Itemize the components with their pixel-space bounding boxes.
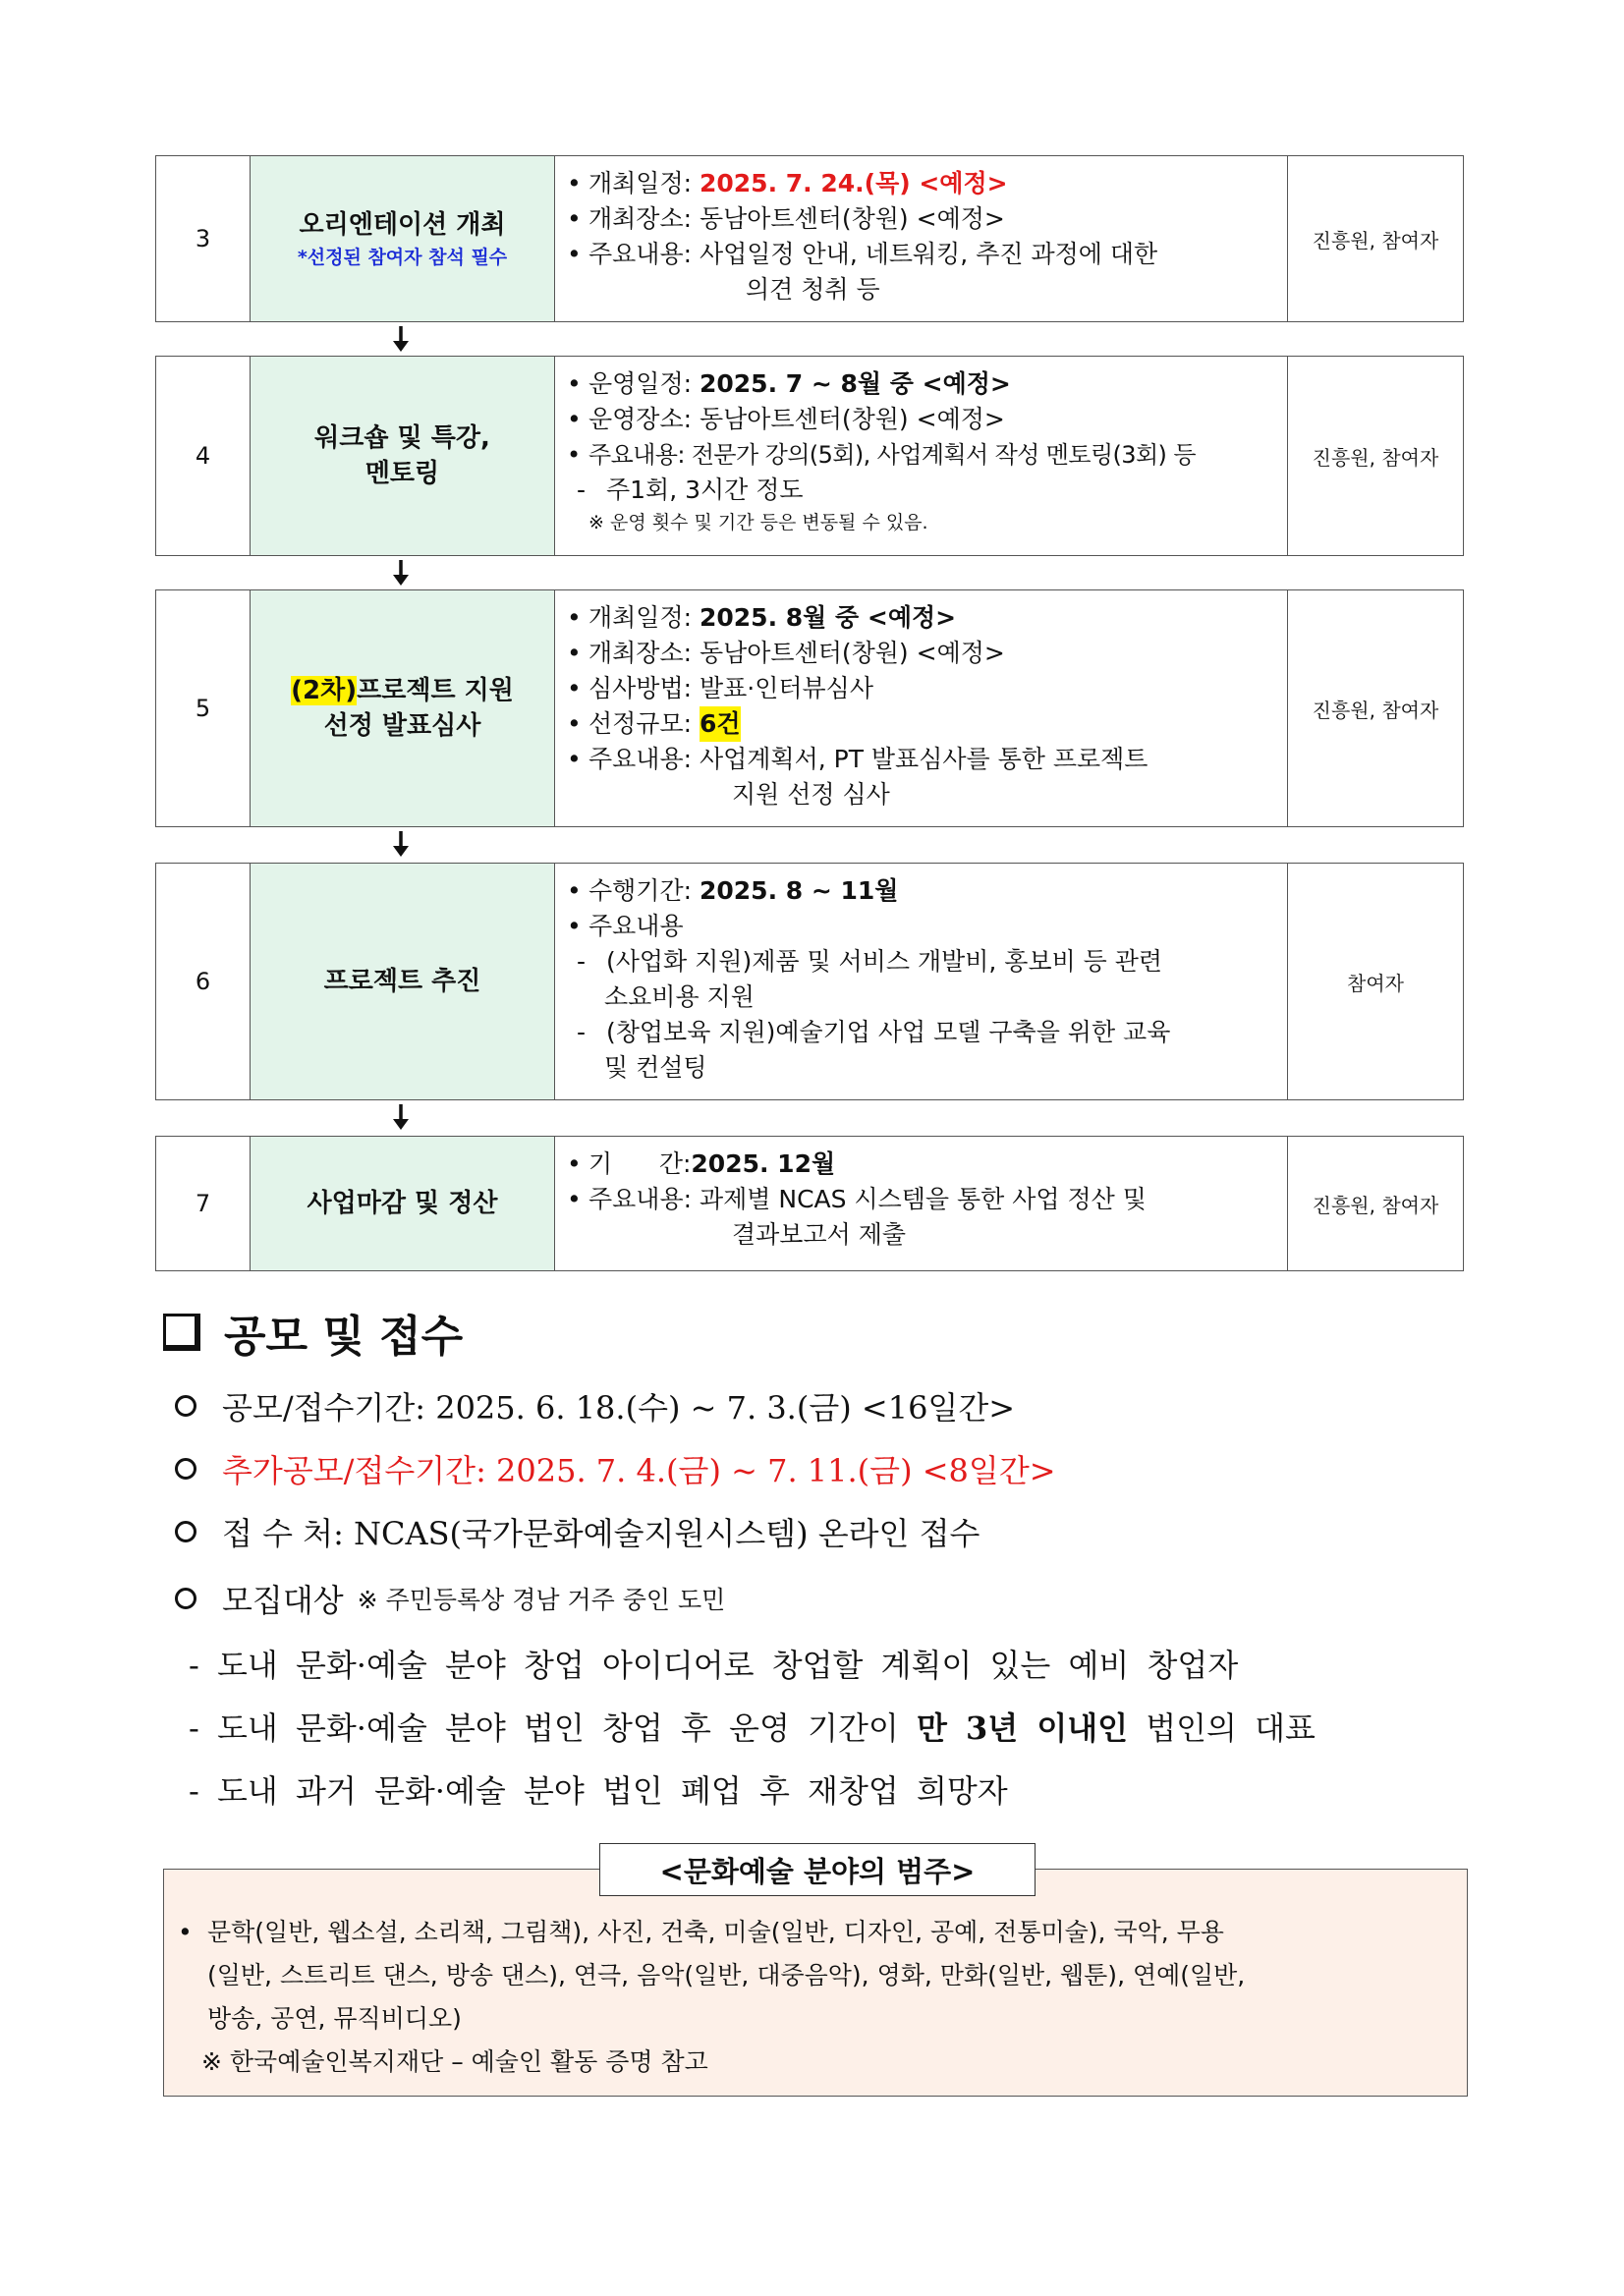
step-title-note: *선정된 참여자 참석 필수: [297, 247, 508, 268]
selection-count: 6건: [700, 706, 741, 742]
bullet-icon: •: [567, 169, 582, 197]
step-title: [251, 156, 555, 321]
step-number: 5: [156, 590, 251, 826]
bullet-icon: •: [567, 745, 582, 773]
period-value: 2025. 12월: [691, 1149, 836, 1178]
bullet-icon: •: [567, 369, 582, 398]
step-content: • 기 간: 2025. 12월 • 주요내용: 과제별 NCAS 시스템을 통한 사업 정산 및 결과보고서 제출: [555, 1137, 1288, 1270]
step-content: • 개최일정: 2025. 7. 24.(목) <예정> • 개최장소: 동남아트센터(창원) <예정> • 주요내용: 사업일정 안내, 네트워킹, 추진 과정에 대한 의견 청취 등: [555, 156, 1288, 321]
step-content: • 개최일정: 2025. 8월 중 <예정> • 개최장소: 동남아트센터(창원) <예정> • 심사방법: 발표·인터뷰심사 • 선정규모: 6건 • 주요내용: 사업계획서, PT 발표심사를 통한 프로젝트 지원 선정 심사: [555, 590, 1288, 826]
step-number: 7: [156, 1137, 251, 1270]
bullet-icon: •: [567, 876, 582, 905]
bullet-icon: •: [567, 639, 582, 667]
step-number: 3: [156, 156, 251, 321]
additional-recruitment-period: 추가공모/접수기간: 2025. 7. 4.(금) ~ 7. 11.(금) <8일간>: [175, 1446, 1056, 1491]
step-content: • 수행기간: 2025. 8 ~ 11월 • 주요내용 - (사업화 지원)제품 및 서비스 개발비, 홍보비 등 관련 소요비용 지원 - (창업보육 지원)예술기업 사업 모델 구축을 위한 교육 및 컨설팅: [555, 864, 1288, 1099]
bullet-icon: •: [567, 912, 582, 940]
period-value: 2025. 8 ~ 11월: [699, 876, 899, 905]
bullet-icon: •: [567, 709, 582, 738]
bullet-icon: •: [567, 1149, 582, 1178]
step-responsible: 진흥원, 참여자: [1312, 445, 1439, 470]
checkbox-icon: [163, 1314, 200, 1351]
step-responsible: 진흥원, 참여자: [1312, 228, 1439, 252]
process-step-6: [155, 863, 1464, 1100]
step-title: 사업마감 및 정산: [251, 1137, 555, 1270]
bullet-icon: •: [567, 674, 582, 702]
process-step-3: [155, 155, 1464, 322]
schedule-value: 2025. 7. 24.(목) <예정>: [699, 169, 1008, 197]
bullet-icon: •: [567, 204, 582, 233]
arrow-down-icon: [389, 558, 413, 588]
step-title: 워크숍 및 특강, 멘토링: [251, 357, 555, 555]
section-title: 공모 및 접수: [163, 1301, 463, 1364]
process-step-7: [155, 1136, 1464, 1271]
arrow-down-icon: [389, 1102, 413, 1132]
arrow-down-icon: [389, 829, 413, 859]
process-step-4: [155, 356, 1464, 556]
bullet-icon: •: [567, 240, 582, 268]
recruitment-period: 공모/접수기간: 2025. 6. 18.(수) ~ 7. 3.(금) <16일간>: [175, 1383, 1015, 1428]
target-item: - 도내 문화·예술 분야 창업 아이디어로 창업할 계획이 있는 예비 창업자: [189, 1647, 1239, 1684]
step-content: • 운영일정: 2025. 7 ~ 8월 중 <예정> • 운영장소: 동남아트센터(창원) <예정> • 주요내용: 전문가 강의(5회), 사업계획서 작성 멘토링(3회) 등 - 주1회, 3시간 정도 ※ 운영 횟수 및 기간 등은 변동될 수 있음.: [555, 357, 1288, 555]
process-step-5: [155, 589, 1464, 827]
step-responsible: 진흥원, 참여자: [1312, 1193, 1439, 1217]
category-box: • 문학(일반, 웹소설, 소리책, 그림책), 사진, 건축, 미술(일반, 디자인, 공예, 전통미술), 국악, 무용 (일반, 스트리트 댄스, 방송 댄스), 연극, 음악(일반, 대중음악), 영화, 만화(일반, 웹툰), 연예(일반, 방송, 공연, 뮤직비디오) ※ 한국예술인복지재단 – 예술인 활동 증명 참고: [163, 1869, 1468, 2097]
step-title: (2차)프로젝트 지원 선정 발표심사: [251, 590, 555, 826]
step-number: 4: [156, 357, 251, 555]
category-box-title: <문화예술 분야의 범주>: [599, 1843, 1036, 1896]
target-emphasis: 만 3년 이내인: [916, 1709, 1129, 1747]
category-note: ※ 한국예술인복지재단 – 예술인 활동 증명 참고: [201, 2047, 708, 2076]
target-item: - 도내 과거 문화·예술 분야 법인 폐업 후 재창업 희망자: [189, 1772, 1008, 1810]
circle-bullet-icon: [175, 1588, 196, 1609]
bullet-icon: •: [178, 1918, 193, 1946]
recruitment-target: 모집대상 ※ 주민등록상 경남 거주 중인 도민: [175, 1576, 725, 1621]
step-responsible: 참여자: [1347, 971, 1404, 995]
bullet-icon: •: [567, 405, 582, 433]
step-title-text: 오리엔테이션 개최: [299, 210, 506, 240]
step-number: 6: [156, 864, 251, 1099]
bullet-icon: •: [567, 1185, 582, 1213]
circle-bullet-icon: [175, 1458, 196, 1480]
bullet-icon: •: [567, 603, 582, 632]
schedule-value: 2025. 8월 중 <예정>: [699, 603, 957, 632]
reception-place: 접 수 처: NCAS(국가문화예술지원시스템) 온라인 접수: [175, 1509, 980, 1554]
bullet-icon: •: [567, 441, 581, 469]
step-responsible: 진흥원, 참여자: [1312, 698, 1439, 722]
schedule-value: 2025. 7 ~ 8월 중 <예정>: [699, 369, 1011, 398]
step-title: 프로젝트 추진: [251, 864, 555, 1099]
residence-note: ※ 주민등록상 경남 거주 중인 도민: [357, 1586, 726, 1614]
step-note: ※ 운영 횟수 및 기간 등은 변동될 수 있음.: [588, 512, 928, 533]
circle-bullet-icon: [175, 1395, 196, 1417]
target-item: - 도내 문화·예술 분야 법인 창업 후 운영 기간이 만 3년 이내인 법인의 대표: [189, 1709, 1316, 1747]
arrow-down-icon: [389, 324, 413, 354]
circle-bullet-icon: [175, 1521, 196, 1542]
step-round-highlight: (2차): [291, 676, 358, 705]
